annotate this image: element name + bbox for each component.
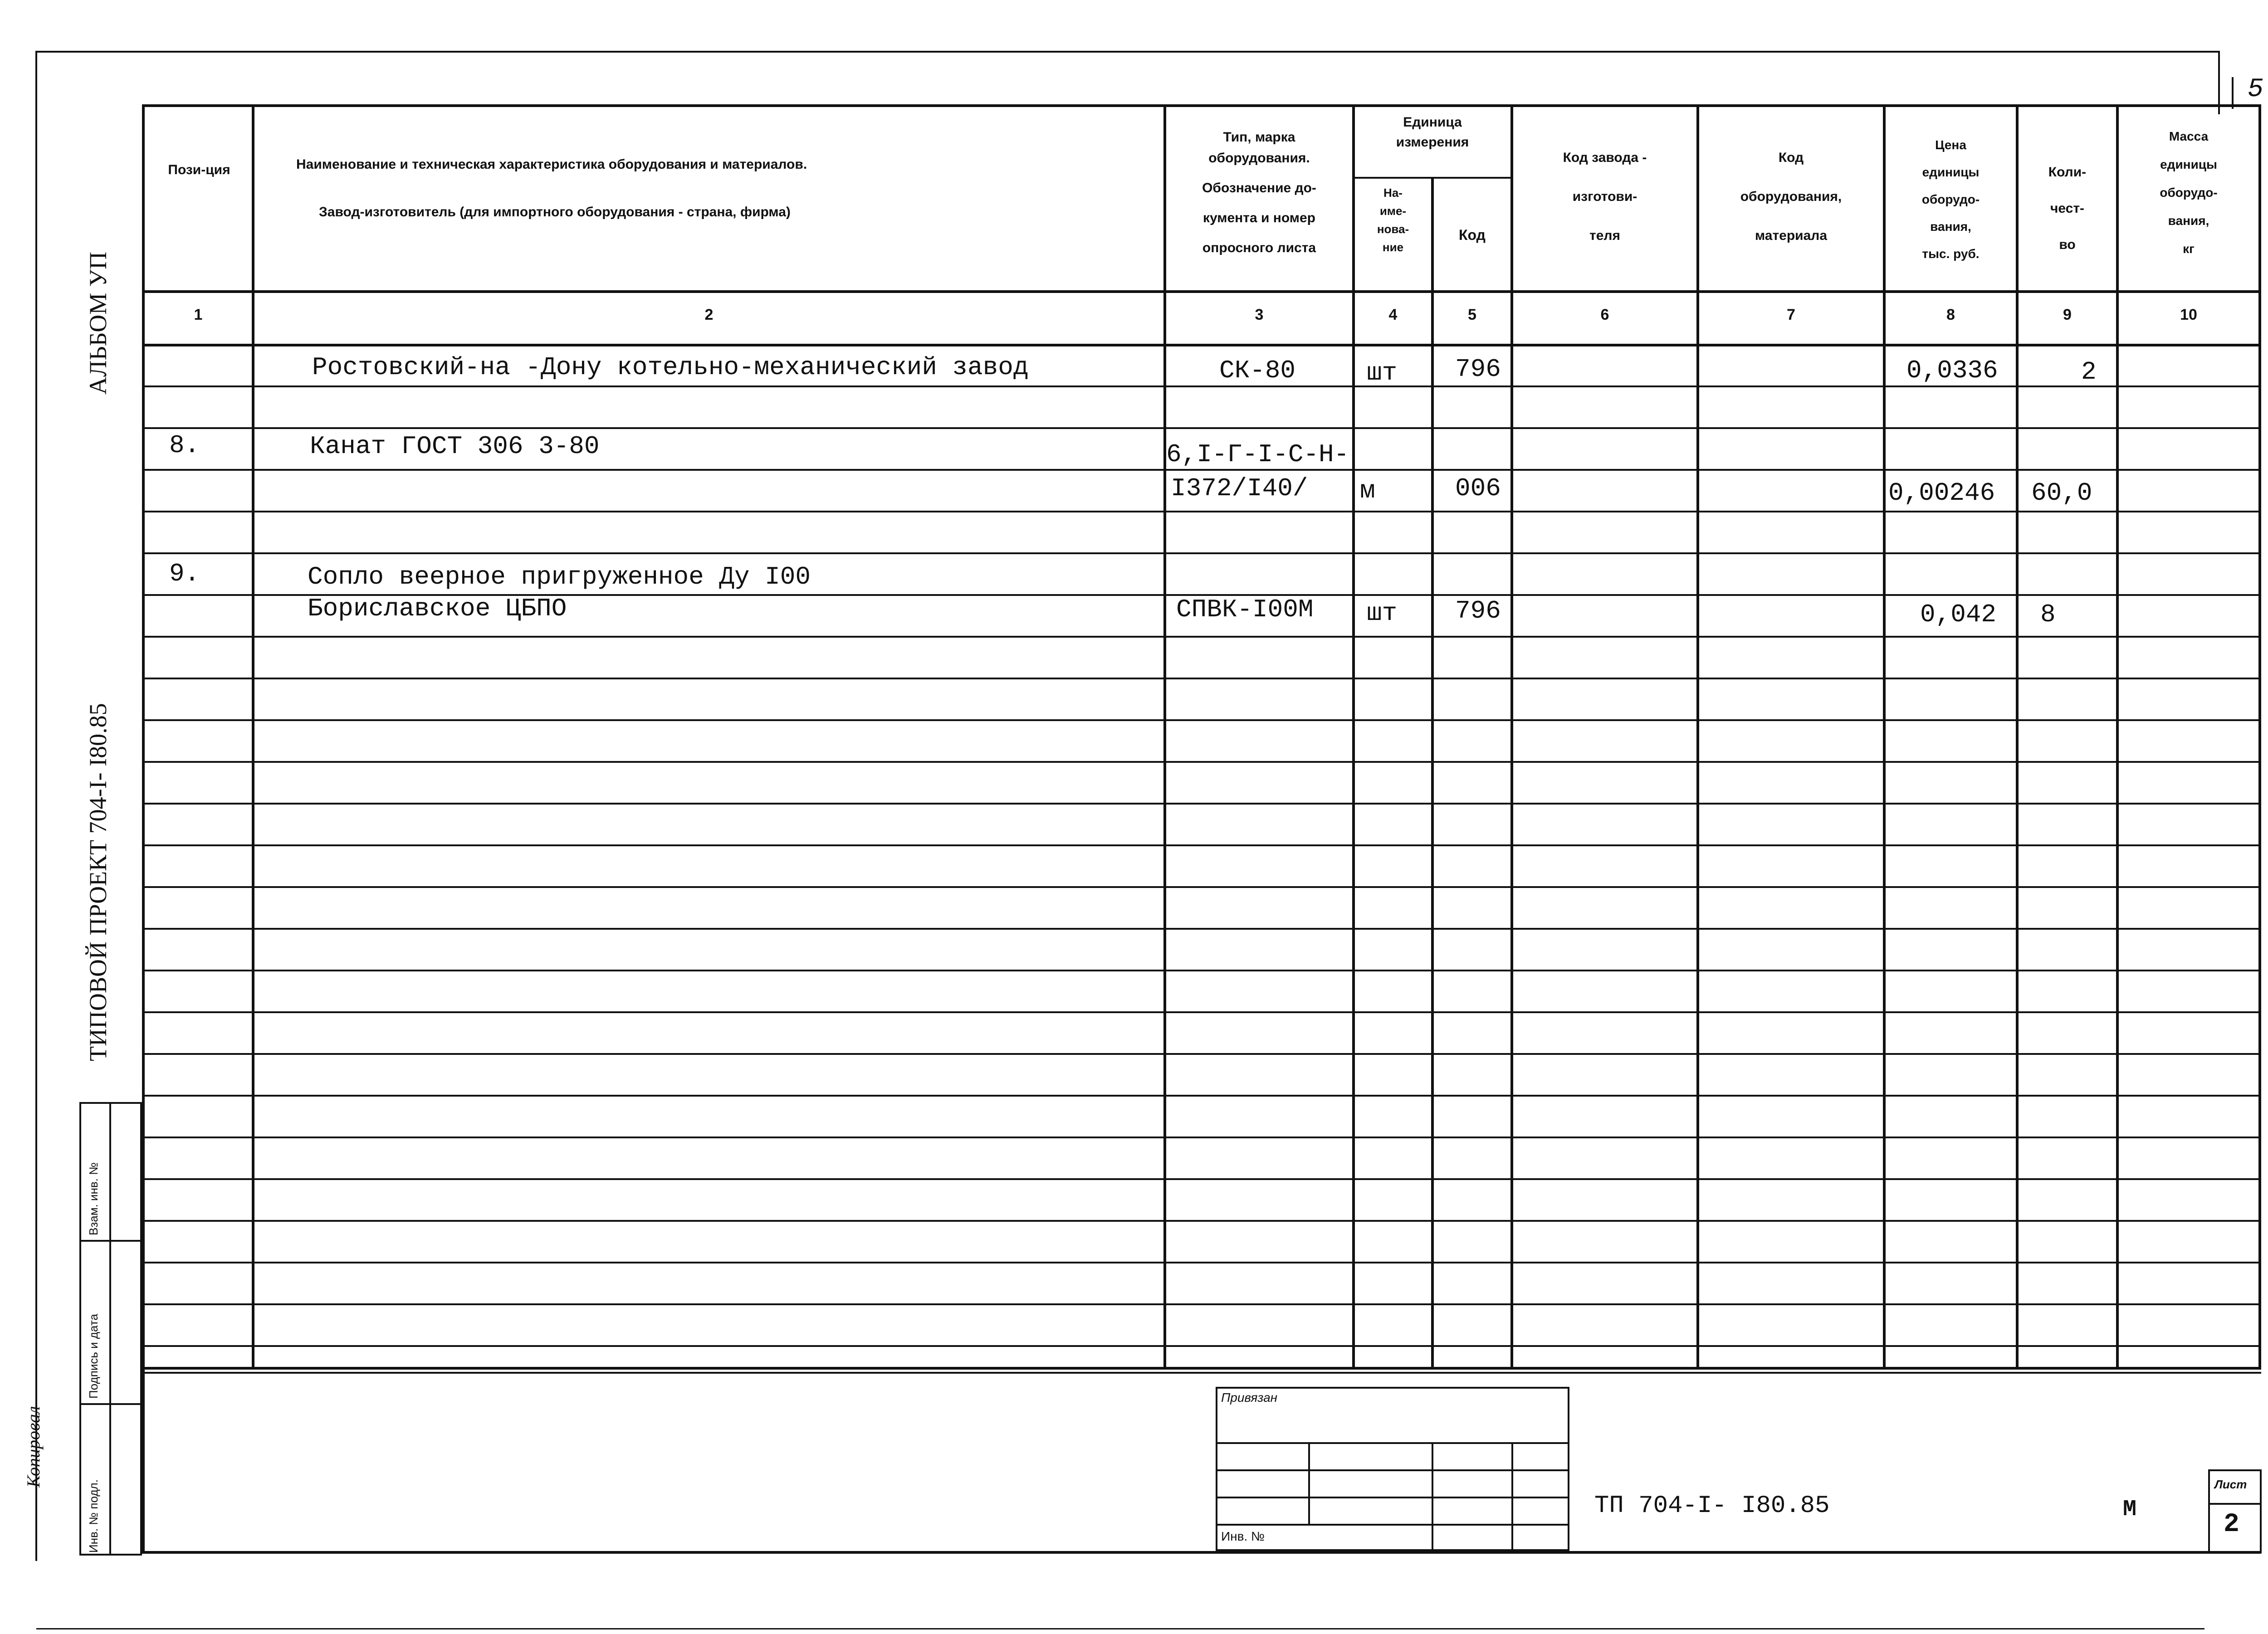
inventory-number-label: Инв. № [1221,1529,1265,1543]
frame-left-line [35,51,37,1561]
row3-position: 9. [169,559,200,588]
row1-type: СК-80 [1219,356,1296,385]
column-number: 8 [1946,306,1955,323]
header-type-line: Тип, марка [1223,130,1295,145]
header-type [1166,127,1352,259]
bottom-block-bottom-line [142,1551,2261,1554]
column-number: 6 [1600,306,1609,323]
header-price [1886,132,2016,268]
header-mass [2119,122,2258,263]
row1-code: 796 [1455,355,1501,384]
bottom-block-top-line [142,1372,2261,1374]
row2-type2: I372/I40/ [1171,474,1308,503]
header-price-line: вания, [1930,219,1971,234]
header-unit-code: Код [1459,227,1486,243]
header-quantity-line: Коли- [2048,165,2087,180]
header-price-line: единицы [1922,165,1980,179]
attachment-stamp-title: Привязан [1221,1390,1278,1405]
bottom-block-left-line [142,1370,145,1553]
column-number: 4 [1388,306,1398,323]
copy-note: Копировал [23,1406,44,1488]
sheet-label: Лист [2214,1478,2247,1491]
header-unit-name-line: На- [1383,186,1403,200]
document-code: ТП 704-I- I80.85 [1594,1492,1830,1520]
header-unit-name-line: ние [1382,240,1404,254]
header-mass-line: оборудо- [2160,185,2218,200]
header-factory-code-line: теля [1589,228,1620,243]
column-number: 1 [194,306,203,323]
header-unit-name-line: име- [1379,204,1407,218]
header-factory-code-line: Код завода - [1563,150,1647,165]
sheet-box [2208,1469,2262,1553]
header-price-line: оборудо- [1921,192,1980,206]
header-factory-code [1513,147,1696,246]
row1-unit: шт [1367,358,1398,387]
header-unit-name [1355,184,1431,256]
stamp-label-inv: Инв. № подл. [87,1479,100,1553]
column-number: 5 [1468,306,1476,323]
row2-unit: м [1360,476,1375,505]
header-equip-code-line: материала [1755,228,1828,243]
header-price-line: Цена [1935,138,1966,152]
row2-position: 8. [169,431,200,460]
header-factory-code-line: изготови- [1572,189,1637,204]
header-equip-code-line: оборудования, [1740,189,1842,204]
album-label: АЛЬБОМ УП [84,251,112,395]
row2-code: 006 [1455,474,1501,503]
header-unit-name-line: нова- [1377,222,1409,236]
header-type-line: опросного листа [1202,240,1316,255]
row3-type: СПВК-I00М [1176,595,1314,624]
header-price-line: тыс. руб. [1922,247,1980,261]
project-label: ТИПОВОЙ ПРОЕКТ 704-I- I80.85 [84,703,112,1061]
column-number: 10 [2180,306,2197,323]
header-unit: Единица измерения [1396,115,1469,150]
header-name-line2: Завод-изготовитель (для импортного оборудования - страна, фирма) [319,205,791,219]
header-type-line: кумента и номер [1202,210,1316,225]
header-position: Пози-ция [168,162,230,177]
header-equip-code [1699,147,1883,246]
row3-code: 796 [1455,596,1501,625]
frame-top-line [36,51,2218,53]
column-number: 7 [1787,306,1795,323]
row3-name1: Сопло веерное пригруженное Ду I00 [308,562,811,591]
frame-bottom-line [36,1628,2204,1629]
row2-qty: 60,0 [2031,478,2092,507]
header-mass-line: вания, [2168,214,2209,228]
stamp-label-sign: Подпись и дата [87,1313,100,1399]
column-number: 2 [704,306,714,323]
row3-qty: 8 [2040,600,2056,629]
header-type-line: оборудования. [1208,151,1310,166]
header-mass-line: кг [2183,242,2195,256]
sheet-corner-number: 5 [2248,75,2263,104]
row1-qty: 2 [2081,357,2097,386]
row2-type1: 6,I-Г-I-С-Н- [1166,440,1349,469]
row2-price: 0,00246 [1888,478,1995,507]
row3-price: 0,042 [1920,600,1997,629]
header-quantity-line: во [2059,237,2076,252]
header-name-line1: Наименование и техническая характеристика оборудования и материалов. [296,157,807,172]
attachment-stamp [1216,1387,1569,1551]
stamp-label-replace: Взам. инв. № [87,1162,100,1235]
row2-name: Канат ГОСТ 306 3-80 [310,432,600,461]
row3-name2: Бориславское ЦБПО [308,594,567,623]
row3-unit: шт [1367,599,1398,628]
header-mass-line: единицы [2160,157,2217,171]
header-equip-code-line: Код [1778,150,1804,165]
document-letter: М [2123,1497,2137,1522]
row1-name: Ростовский-на -Дону котельно-механический завод [312,353,1029,382]
header-mass-line: Масса [2169,129,2209,143]
left-stamp-strip [79,1102,142,1556]
column-number: 9 [2063,306,2072,323]
row1-price: 0,0336 [1906,356,1998,385]
header-type-line: Обозначение до- [1202,180,1316,195]
sheet-number: 2 [2224,1510,2239,1539]
header-quantity-line: чест- [2050,201,2085,216]
spec-table [142,104,2261,1370]
header-quantity [2019,154,2116,263]
column-number: 3 [1255,306,1264,323]
